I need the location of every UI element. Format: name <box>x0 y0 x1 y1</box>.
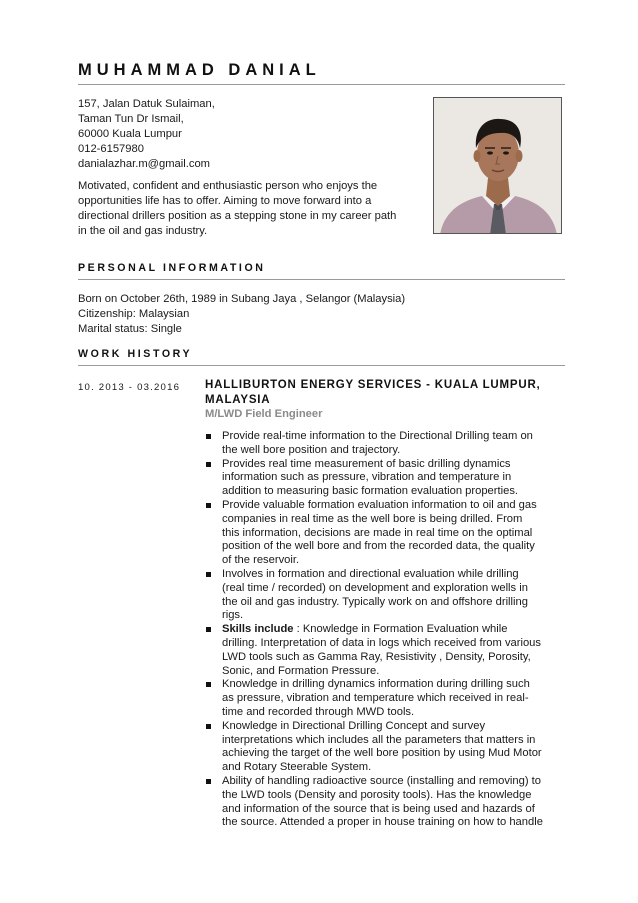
bullet-icon <box>206 434 211 439</box>
company-line: MALAYSIA <box>205 394 271 406</box>
list-item <box>205 775 565 830</box>
duty-line: and information of the source that is being used and hazards of <box>222 802 535 815</box>
address-line: 60000 Kuala Lumpur <box>78 128 182 140</box>
candidate-name: MUHAMMAD DANIAL <box>78 61 321 79</box>
duty-line: information such as pressure, vibration and temperature in <box>222 471 512 484</box>
duty-line: of the reservoir. <box>222 554 300 567</box>
duty-line: interpretations which includes all the parameters that matters in <box>222 733 536 746</box>
work-history-heading: WORK HISTORY <box>78 348 193 360</box>
personal-info-block <box>78 292 405 337</box>
job-title: M/LWD Field Engineer <box>205 408 323 420</box>
duty-line: Knowledge in Directional Drilling Concept and survey <box>222 719 486 732</box>
duties-list <box>205 430 565 830</box>
duty-line: position of the well bore and from the recorded data, the quality <box>222 540 535 553</box>
duty-line: addition to measuring basic formation evaluation properties. <box>222 485 519 498</box>
duty-line: LWD tools such as Gamma Ray, Resistivity , Density, Porosity, <box>222 650 531 663</box>
list-item <box>205 720 565 775</box>
duty-line: the oil and gas industry. Typically work on and offshore drilling <box>222 595 528 608</box>
address-line: 157, Jalan Datuk Sulaiman, <box>78 98 215 110</box>
duty-text: : Knowledge in Formation Evaluation while <box>293 623 508 636</box>
duty-line: achieving the target of the well bore position by using Mud Motor <box>222 747 542 760</box>
address-block <box>78 97 215 172</box>
company-line: HALLIBURTON ENERGY SERVICES - KUALA LUMPUR, <box>205 379 541 391</box>
duty-line: time and recorded through MWD tools. <box>222 705 415 718</box>
name-divider <box>78 84 565 85</box>
duty-line: Ability of handling radioactive source (installing and removing) to <box>222 774 542 787</box>
duty-line: rigs. <box>222 609 244 622</box>
duty-line: Provide real-time information to the Directional Drilling team on <box>222 430 533 442</box>
duty-line <box>222 623 565 637</box>
duty-line: Sonic, and Formation Pressure. <box>222 664 380 677</box>
skills-label: Skills include <box>222 623 294 636</box>
list-item <box>205 678 565 719</box>
profile-photo <box>433 97 562 234</box>
bullet-icon <box>206 627 211 632</box>
bullet-icon <box>206 724 211 729</box>
list-item <box>205 623 565 678</box>
list-item <box>205 430 565 458</box>
objective-line: opportunities life has to offer. Aiming to move forward into a <box>78 195 372 207</box>
marital-status: Marital status: Single <box>78 323 182 335</box>
birth-info: Born on October 26th, 1989 in Subang Jaya , Selangor (Malaysia) <box>78 293 406 305</box>
objective-line: in the oil and gas industry. <box>78 225 208 237</box>
duty-line: Knowledge in drilling dynamics information during drilling such <box>222 678 530 691</box>
bullet-icon <box>206 682 211 687</box>
duty-line: drilling. Interpretation of data in logs which received from various <box>222 636 542 649</box>
duty-line: Provide valuable formation evaluation information to oil and gas <box>222 498 537 511</box>
duty-line: companies in real time as the well bore is being drilled. From <box>222 512 523 525</box>
personal-info-heading: PERSONAL INFORMATION <box>78 262 266 274</box>
duty-line: the well bore position and trajectory. <box>222 443 401 456</box>
duty-line: and Rotary Steerable System. <box>222 761 372 774</box>
address-line: Taman Tun Dr Ismail, <box>78 113 184 125</box>
bullet-icon <box>206 572 211 577</box>
duty-line: Provides real time measurement of basic drilling dynamics <box>222 457 511 470</box>
personal-info-divider <box>78 279 565 280</box>
duty-line: as pressure, vibration and temperature which received in real- <box>222 692 529 705</box>
duty-line: (real time / recorded) on development and exploration wells in <box>222 581 528 594</box>
objective-line: Motivated, confident and enthusiastic person who enjoys the <box>78 180 378 192</box>
email-address[interactable]: danialazhar.m@gmail.com <box>78 158 210 170</box>
bullet-icon <box>206 503 211 508</box>
list-item <box>205 568 565 623</box>
company-name <box>205 378 541 408</box>
list-item <box>205 499 565 568</box>
bullet-icon <box>206 779 211 784</box>
bullet-icon <box>206 462 211 467</box>
work-history-divider <box>78 365 565 366</box>
citizenship: Citizenship: Malaysian <box>78 308 190 320</box>
phone-number: 012-6157980 <box>78 143 144 155</box>
list-item <box>205 458 565 499</box>
duty-line: Involves in formation and directional evaluation while drilling <box>222 567 519 580</box>
objective-line: directional drillers position as a stepping stone in my career path <box>78 210 397 222</box>
duty-line: the source. Attended a proper in house training on how to handle <box>222 816 543 829</box>
duty-line: this information, decisions are made in real time on the optimal <box>222 526 533 539</box>
job-dates: 10. 2013 - 03.2016 <box>78 382 181 393</box>
duty-line: the LWD tools (Density and porosity tools). Has the knowledge <box>222 788 532 801</box>
objective-paragraph <box>78 179 396 239</box>
